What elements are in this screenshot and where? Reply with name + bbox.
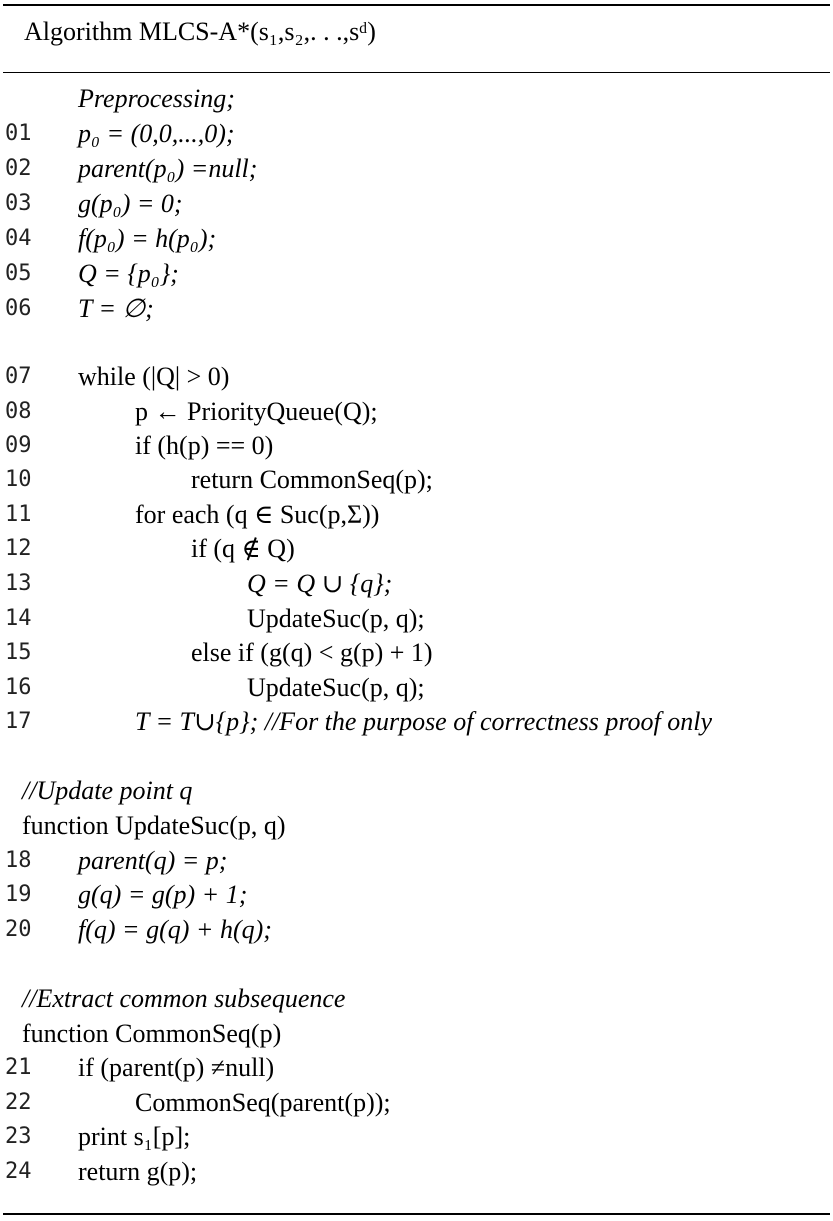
line-text: T = ∅; [78, 294, 154, 323]
line-number: 23 [5, 1124, 32, 1149]
line-number: 05 [5, 261, 32, 286]
line-text: parent(q) = p; [78, 846, 228, 875]
preprocessing-label: Preprocessing; [78, 84, 235, 113]
line-text: g(q) = g(p) + 1; [78, 880, 248, 909]
line-number: 17 [5, 709, 32, 734]
line-text: while (|Q| > 0) [78, 362, 230, 391]
line-number: 03 [5, 191, 32, 216]
line-comment: //For the purpose of correctness proof only [264, 707, 712, 736]
line-number: 11 [5, 502, 32, 527]
title-rule [3, 72, 830, 73]
line-statement: T = T∪{p}; [135, 707, 265, 736]
line-text: parent(p₀) =null; [78, 154, 258, 183]
line-number: 24 [5, 1159, 32, 1184]
line-number: 18 [5, 848, 32, 873]
line-number: 20 [5, 917, 32, 942]
line-number: 21 [5, 1055, 32, 1080]
extract-comment: //Extract common subsequence [22, 984, 346, 1013]
top-rule [3, 4, 830, 6]
line-number: 14 [5, 606, 32, 631]
line-text: print s₁[p]; [78, 1122, 191, 1151]
line-number: 19 [5, 882, 32, 907]
line-text: f(q) = g(q) + h(q); [78, 915, 272, 944]
line-number: 04 [5, 226, 32, 251]
line-text: return g(p); [78, 1157, 198, 1186]
line-number: 15 [5, 640, 32, 665]
line-number: 01 [5, 121, 32, 146]
line-text [135, 704, 712, 739]
update-function-header: function UpdateSuc(p, q) [22, 811, 286, 840]
line-number: 02 [5, 156, 32, 181]
line-number: 16 [5, 675, 32, 700]
line-text: else if (g(q) < g(p) + 1) [191, 638, 433, 667]
line-number: 08 [5, 399, 32, 424]
line-number: 07 [5, 364, 32, 389]
line-number: 10 [5, 467, 32, 492]
line-text: for each (q ∈ Suc(p,Σ)) [135, 500, 380, 529]
algorithm-title: Algorithm MLCS-A*(s₁,s₂,. . .,sᵈ) [24, 17, 376, 46]
line-text: Q = Q ∪ {q}; [247, 569, 393, 598]
line-number: 13 [5, 571, 32, 596]
line-text: p ← PriorityQueue(Q); [135, 397, 378, 426]
update-comment: //Update point q [22, 776, 193, 805]
line-text: CommonSeq(parent(p)); [135, 1088, 391, 1117]
line-text: g(p₀) = 0; [78, 189, 183, 218]
line-text: return CommonSeq(p); [191, 465, 433, 494]
line-number: 12 [5, 536, 32, 561]
line-text: p₀ = (0,0,...,0); [78, 119, 235, 148]
line-text: f(p₀) = h(p₀); [78, 224, 217, 253]
line-number: 22 [5, 1090, 32, 1115]
line-number: 06 [5, 296, 32, 321]
line-text: UpdateSuc(p, q); [247, 604, 425, 633]
line-text: if (q ∉ Q) [191, 534, 295, 563]
line-text: if (h(p) == 0) [135, 431, 274, 460]
bottom-rule [3, 1213, 830, 1215]
line-text: UpdateSuc(p, q); [247, 673, 425, 702]
line-number: 09 [5, 433, 32, 458]
extract-function-header: function CommonSeq(p) [22, 1019, 282, 1048]
line-text: Q = {p₀}; [78, 259, 179, 288]
line-text: if (parent(p) ≠null) [78, 1053, 275, 1082]
